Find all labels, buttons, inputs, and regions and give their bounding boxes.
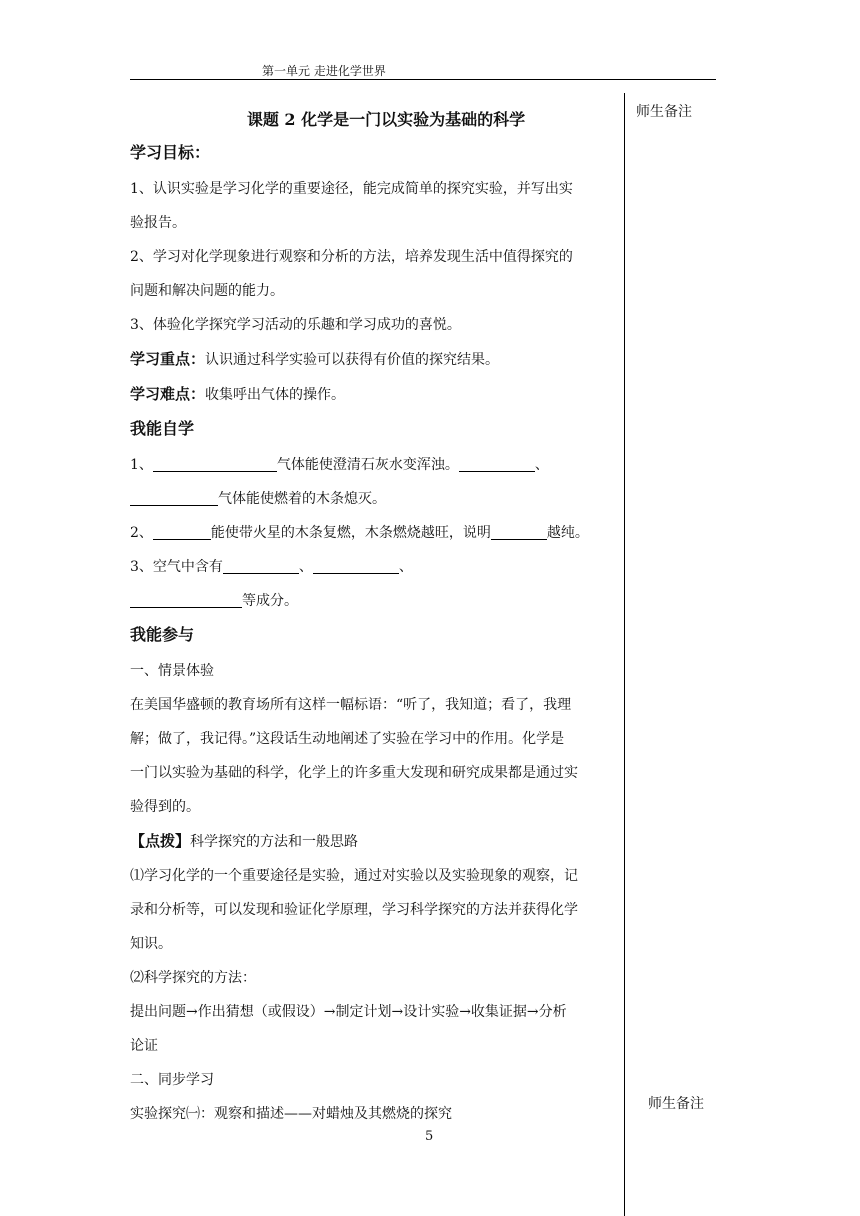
objectives-heading: 学习目标： bbox=[130, 143, 211, 162]
notes-column-divider bbox=[624, 93, 625, 1216]
key-point bbox=[130, 342, 612, 377]
point-1b: 录和分析等，可以发现和验证化学原理，学习科学探究的方法并获得化学 bbox=[130, 902, 578, 918]
main-content bbox=[130, 108, 612, 1131]
point-1a: ⑴学习化学的一个重要途径是实验，通过对实验以及实验现象的观察，记 bbox=[130, 868, 578, 884]
q2-text2: 越纯。 bbox=[546, 525, 589, 541]
key-point-text: 认识通过科学实验可以获得有价值的探究结果。 bbox=[205, 352, 500, 368]
fill-blank[interactable] bbox=[130, 489, 218, 506]
q3-number: 3、空气中含有 bbox=[130, 559, 223, 575]
self-study-q1-line2 bbox=[130, 482, 612, 516]
q3-separator-2: 、 bbox=[398, 559, 413, 575]
objective-1b: 验报告。 bbox=[130, 215, 186, 231]
point-1c: 知识。 bbox=[130, 936, 172, 952]
tip bbox=[130, 824, 612, 859]
objective-2a: 2、学习对化学现象进行观察和分析的方法，培养发现生活中值得探究的 bbox=[130, 249, 573, 265]
scenario-para-b: 解；做了，我记得。”这段话生动地阐述了实验在学习中的作用。化学是 bbox=[130, 731, 565, 747]
q3-text: 等成分。 bbox=[242, 593, 298, 609]
self-study-q2 bbox=[130, 516, 612, 550]
section-1-title: 一、情景体验 bbox=[130, 663, 214, 679]
method-steps-b: 论证 bbox=[130, 1038, 158, 1054]
q1-number: 1、 bbox=[130, 457, 153, 473]
self-study-q3-line2 bbox=[130, 584, 612, 618]
difficulty-label: 学习难点： bbox=[130, 385, 206, 403]
scenario-para-d: 验得到的。 bbox=[130, 799, 200, 815]
fill-blank[interactable] bbox=[491, 523, 547, 540]
self-study-q3-line1 bbox=[130, 550, 612, 584]
fill-blank[interactable] bbox=[313, 557, 399, 574]
fill-blank[interactable] bbox=[153, 523, 211, 540]
method-steps-a: 提出问题→作出猜想（或假设）→制定计划→设计实验→收集证据→分析 bbox=[130, 1004, 567, 1020]
q1-text2: 气体能使燃着的木条熄灭。 bbox=[218, 491, 386, 507]
header-rule bbox=[130, 79, 716, 80]
q1-text1: 气体能使澄清石灰水变浑浊。 bbox=[276, 457, 459, 473]
objective-2b: 问题和解决问题的能力。 bbox=[130, 283, 284, 299]
difficulty-text: 收集呼出气体的操作。 bbox=[205, 387, 346, 403]
q1-separator: 、 bbox=[534, 457, 549, 473]
page-number: 5 bbox=[425, 1129, 434, 1144]
side-note-bottom: 师生备注 bbox=[648, 1096, 704, 1112]
fill-blank[interactable] bbox=[153, 455, 277, 472]
objective-1a: 1、认识实验是学习化学的重要途径，能完成简单的探究实验，并写出实 bbox=[130, 181, 573, 197]
scenario-para-c: 一门以实验为基础的科学，化学上的许多重大发现和研究成果都是通过实 bbox=[130, 765, 578, 781]
side-note-top: 师生备注 bbox=[636, 104, 692, 120]
fill-blank[interactable] bbox=[459, 455, 535, 472]
point-2: ⑵科学探究的方法： bbox=[130, 970, 256, 986]
experiment-1-title: 实验探究㈠：观察和描述——对蜡烛及其燃烧的探究 bbox=[130, 1106, 452, 1122]
self-study-heading: 我能自学 bbox=[130, 419, 195, 438]
section-2-title: 二、同步学习 bbox=[130, 1072, 214, 1088]
key-point-label: 学习重点： bbox=[130, 350, 206, 368]
scenario-para-a: 在美国华盛顿的教育场所有这样一幅标语：“听了，我知道；看了，我理 bbox=[130, 697, 572, 713]
fill-blank[interactable] bbox=[130, 591, 242, 608]
q2-number: 2、 bbox=[130, 525, 153, 541]
tip-label: 【点拨】 bbox=[130, 832, 191, 850]
running-header: 第一单元 走进化学世界 bbox=[262, 64, 386, 78]
tip-text: 科学探究的方法和一般思路 bbox=[190, 834, 359, 850]
q3-separator-1: 、 bbox=[298, 559, 313, 575]
q2-text1: 能使带火星的木条复燃，木条燃烧越旺，说明 bbox=[210, 525, 491, 541]
lesson-title: 课题 2 化学是一门以实验为基础的科学 bbox=[246, 110, 526, 129]
objective-3: 3、体验化学探究学习活动的乐趣和学习成功的喜悦。 bbox=[130, 317, 461, 333]
fill-blank[interactable] bbox=[223, 557, 299, 574]
difficulty bbox=[130, 377, 612, 412]
participate-heading: 我能参与 bbox=[130, 625, 195, 644]
self-study-q1-line1 bbox=[130, 448, 612, 482]
